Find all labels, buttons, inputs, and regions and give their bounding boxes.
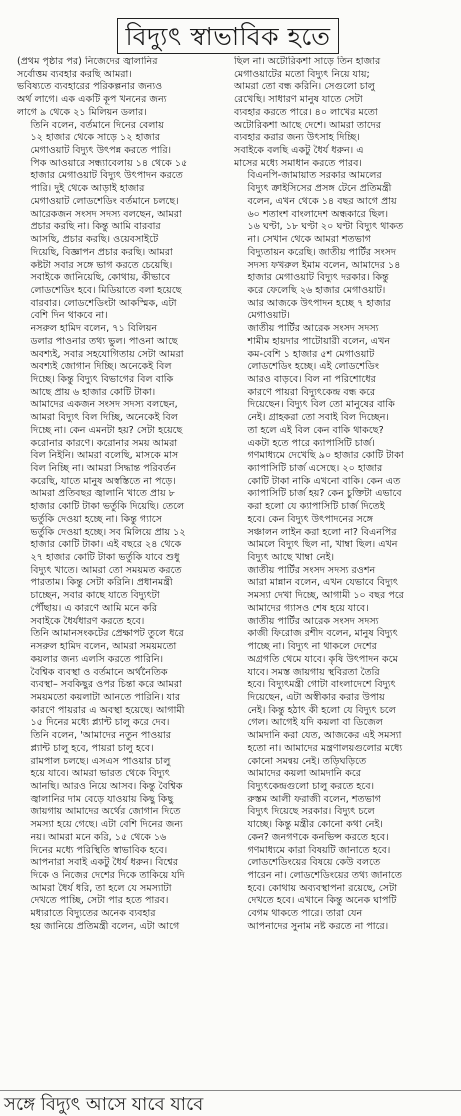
text-line: সঞ্চালন লাইন করা হলো না? বিএনপির [247,526,397,538]
text-line: রুস্তম আলী ফরাজী বলেন, শতভাগ [247,793,381,805]
text-line: কেন? জনগণকে কনভিন্স করতে হবে। [247,831,389,843]
text-line: হয় জানিয়ে প্রতিমন্ত্রী বলেন, এটা আগে [30,920,180,932]
text-line: জ্বালানির দাম বেড়ে যাওয়ায় কিছু কিছু [30,793,174,805]
text-line: আমাদের গ্যাসও শেষ হয়ে যাবে। [247,602,369,614]
text-line: আরও বাড়বে। বিল না পরিশোধের [247,373,376,385]
paragraph [17,56,239,120]
text-line: লাগে ৯ থেকে ২১ মিলিয়ন ডলার। [17,106,147,118]
text-line: মাসের মধ্যে সমাধান করতে পারব। [234,157,362,169]
text-line: আমলে বিদ্যুৎ ছিল না, খাম্বা ছিল। এখন [247,539,398,551]
text-line: কষ্টটা সবার সঙ্গে ভাগ করতে চেয়েছি। [30,259,173,271]
text-line: সমস্যা দেখা দিচ্ছে, আগামী ১০ বছর পরে [247,590,404,602]
text-line: তা হলে এই বিল কেন বাকি থাকছে? [247,424,384,436]
text-line: করে ফেলেছি ২৬ হাজার মেগাওয়াট। [247,284,386,296]
text-line: শামীম হায়দার পাটোয়ারী বলেন, এখন [247,335,391,347]
text-line: বিদ্যুৎ আছে খাম্বা নেই। [247,552,335,564]
text-line: নসরুল হামিদ বলেন, আমরা সময়মতো [30,641,177,653]
text-line: নয়। আমরা মনে করি, ১৫ থেকে ১৬ [30,831,167,843]
paragraph [234,794,456,934]
text-line: ১৬ ঘণ্টা, ১৮ ঘণ্টা ২০ ঘণ্টা বিদ্যুৎ থাকত [247,221,404,233]
text-line: আমদানি করা যেত, আজকের এই সমস্যা [247,730,402,742]
text-line: ২৭ হাজার কোটি টাকা ভর্তুকি যাবে শুধু [30,552,180,564]
text-line: আনছি। আরও নিয়ে আসব। কিন্তু বৈশ্বিক [30,780,183,792]
text-line: মেগাওয়াট। [247,310,290,322]
text-line: পারি। দুই থেকে আড়াই হাজার [30,183,145,195]
text-line: আরা মান্নান বলেন, এখন যেভাবে বিদ্যুৎ [247,577,399,589]
text-line: সবাইকে বলছি একটু ধৈর্য ধরুন। এ [234,145,364,157]
text-line: পারতাম। কিন্তু সেটা করিনি। প্রধানমন্ত্রী [30,577,173,589]
text-line: বিদ্যুতায়ন করেছি। জাতীয় পার্টির সংসদ [247,246,397,258]
text-line: বারবার। লোডশেডিংটা আকস্মিক, এটা [30,297,177,309]
text-line: ব্যবস্থা– সবকিছুর ওপর চিন্তা করে আমরা [30,679,182,691]
text-line: ছিল না। অটোরিকশা সাড়ে তিন হাজার [234,56,381,67]
text-line: ভর্তুকি দেওয়া হচ্ছে না। কিন্তু গ্যাসে [30,513,162,525]
text-line: হয়ে যাবে। আমরা ভারত থেকে বিদ্যুৎ [30,768,170,780]
text-line: মেগাওয়াট বিদ্যুৎ উৎপন্ন করতে পারি। [30,145,172,157]
text-line: মধ্যরাতে বিদ্যুতের অনেক ব্যবহার [30,908,156,920]
text-line: লোডশেডিং হবে। মিডিয়াতে বলা হয়েছে [30,284,182,296]
text-line: সময়মতো কয়লাটা আনতে পারিনি। যার [30,691,181,703]
text-line: কোনো সমন্বয় নেই। তড়িঘড়িতে [247,755,367,767]
text-line: আমরা ধৈর্য ধরি, তা হলে যে সমস্যাটা [30,882,172,894]
text-line: বৈশ্বিক ব্যবস্থা ও বর্তমানে অর্থনৈতিক [30,666,168,678]
text-line: প্ল্যান্ট চালু হবে, পায়রা চালু হবে। [30,742,154,754]
text-line: তিনি আমানসংকটের প্রেক্ষাপট তুলে ধরে [30,628,184,640]
text-line: সবাইকে জানিয়েছি, কোথায়, কীভাবে [30,272,171,284]
text-line: হতো না। আমাদের মন্ত্রণালয়গুলোর মধ্যে [247,742,403,754]
text-line: দিকে ও নিজের দেশের দিকে তাকিয়ে যদি [30,870,185,881]
text-line: রেখেছি। সাধারণ মানুষ যাতে সেটা [234,94,363,106]
text-line: আসছি, প্রচার করছি। ওয়েবসাইটে [30,234,159,246]
article-column-left [17,56,239,1072]
text-line: নেই। গ্রাহকরা তো সবাই বিল দিচ্ছেন। [247,412,389,424]
paragraph [17,628,239,730]
text-line: দিয়েছি, বিজ্ঞাপন প্রচার করছি। আমরা [30,246,173,258]
text-line: সবাইকে ধৈর্যধারণ করতে হবে। [30,615,145,627]
text-line: বেশি দিন থাকবে না। [30,310,108,322]
text-line: হবে। কেন বিদ্যুৎ উৎপাদনের সঙ্গে [247,513,374,525]
text-line: হাজার মেগাওয়াট বিদ্যুৎ উৎপাদন করতে [30,170,183,182]
text-line: সমস্যা হয়ে গেছে। এটা বেশি দিনের জন্য [30,819,183,831]
text-line: আমরা তো বন্ধ করিনি। সেগুলো চালু [234,81,375,93]
text-line: দেখতে পাচ্ছি, সেটা পার হতে পারব। [30,895,169,907]
text-line: বিদ্যুৎ খাতে। আমরা তো সময়মত করতে [30,564,182,576]
text-line: যাবে। সমস্ত জায়গায় স্থবিরতা তৈরি [247,666,380,678]
text-line: লোডশেডিং হচ্ছে। এই লোডশেডিং [247,361,379,373]
text-line: দিচ্ছে না। কেন এমনটা হয়? সেটা হয়েছে [30,424,183,436]
text-line: আপনাদের সুনাম নষ্ট করতে না পারে। [247,920,389,932]
text-line: আমরা বিদ্যুৎ বিল দিচ্ছি, অনেকেই বিল [30,412,178,424]
text-line: করেছি, যাতে মানুষ অস্বস্তিতে না পড়ে। [30,475,176,487]
text-line: পৌঁছায়। এ কারণে আমি মনে করি [30,602,158,614]
text-line: দিয়েছেন। বিদ্যুৎ বিল তো মানুষের বাকি [247,399,395,411]
text-line: আর আজকে উৎপাদন হচ্ছে ৭ হাজার [247,297,391,309]
text-line: রামপাল চলছে। এসএস পাওয়ার চালু [30,755,171,767]
text-line: বিল নিইনি। আমরা বলেছি, মাসকে মাস [30,450,179,462]
paragraph [17,908,239,933]
text-line: পারেন না। লোডশেডিংয়ের তথ্য জানাতে [247,870,402,881]
text-line: না। সেখান থেকে আমরা শতভাগ [247,234,371,246]
text-line: ১২ হাজার থেকে সাড়ে ১২ হাজার [30,132,161,144]
text-line: (প্রথম পৃষ্ঠার পর) নিজেদের জ্বালানির [17,56,158,67]
text-line: তিনি বলেন, 'আমাদের নতুন পাওয়ার [30,730,171,742]
text-line: আমাদের কয়লা আমদানি করে [247,768,362,780]
text-line: বিদ্যুৎকেন্দ্রগুলো চালু করতে হবে। [247,780,375,792]
text-line: হাজার কোটি টাকা ভর্তুকি দিয়েছি। তেলে [30,501,185,513]
text-line: বিএনপি-জামায়াত সরকার আমলের [247,170,382,182]
text-line: অর্থ লাগে। এক একটি কূপ খননের জন্য [17,94,167,106]
text-line: ৬০ শতাংশ বাংলাদেশ অন্ধকারে ছিল। [247,208,388,220]
text-line: সদস্য ফখরুল ইমাম বলেন, আমাদের ১৪ [247,259,401,271]
text-line: নেই। কিন্তু হঠাৎ কী হলো যে বিদ্যুৎ চলে [247,704,396,716]
text-line: করা হলো যে ক্যাপাসিটি চার্জ দিতেই [247,501,385,513]
text-line: ভবিষ্যতে ব্যবহারের পরিকল্পনার জন্যও [17,81,163,93]
text-line: কাজী ফিরোজ রশীদ বলেন, মানুষ বিদ্যুৎ [247,628,398,640]
text-line: নসরুল হামিদ বলেন, ৭১ বিলিয়ন [30,323,158,335]
text-line: বলেন, এখন থেকে ১৪ বছর আগে প্রায় [247,195,397,207]
next-article-headline-cropped: সঙ্গে বিদ্যুৎ আসে যাবে যাবে [0,1090,461,1116]
text-line: আমাদের একজন সংসদ সদস্য বলছেন, [30,399,178,411]
text-line: ১৫ দিনের মধ্যে প্ল্যান্ট চালু করে দেব। [30,717,170,729]
text-line: আমরা প্রতিবছর জ্বালানি খাতে প্রায় ৮ [30,488,175,500]
text-line: ভর্তুকি দেওয়া হচ্ছে। সব মিলিয়ে প্রায় ১২ [30,526,186,538]
text-line: পিক আওয়ারে সন্ধ্যাবেলায় ১৪ থেকে ১৫ [30,157,188,169]
text-line: অগ্রগতি থেমে যাবে। কৃষি উৎপাদন কমে [247,653,398,665]
paragraph [234,565,456,616]
text-line: জাতীয় পার্টির সংসদ সদস্য রওশন [247,564,376,576]
text-line: ব্যবহার করতে পারে। ৪০ লাখের মতো [234,106,378,118]
text-line: হাজার কোটি টাকা। এই বছরে ২৪ থেকে [30,539,182,551]
text-line: পাচ্ছে না। বিদ্যুৎ না থাকলে দেশের [247,641,377,653]
text-line: গেল। আগেই যদি কয়লা বা ডিজেল [247,717,383,729]
text-line: ব্যবহার করার জন্য উৎসাহ দিচ্ছি। [234,132,360,144]
text-line: কারণে পায়রার এ অবস্থা হয়েছে। আগামী [30,704,185,716]
text-line: মেগাওয়াট লোডশেডিং বর্তমানে চলছে। [30,195,179,207]
article-column-right [234,56,456,1072]
text-line: কম-বেশি ১ হাজার ৫শ মেগাওয়াট [247,348,375,360]
text-line: বিদ্যুৎ ক্রাইসিসের প্রসঙ্গ টেনে প্রতিমন্ত্রী [247,183,392,195]
text-line: আপনারা সবাই একটু ধৈর্য ধরুন। বিশ্বের [30,857,179,869]
text-line: তিনি বলেন, বর্তমানে দিনের বেলায় [30,119,164,131]
text-line: কোটি টাকা নাকি এখনো বাকি। কেন এত [247,475,401,487]
text-line: যাচ্ছে। কিন্তু মন্ত্রীর কোনো কথা নেই। [247,819,383,831]
text-line: ক্যাপাসিটি চার্জ এসেছে। ২০ হাজার [247,463,383,474]
text-line: গণমাধ্যমে কারা বিষয়টি জানাতে হবে। [247,844,391,856]
text-line: বেগম থাকতে পারে। তারা যেন [247,908,363,920]
text-line: বিদ্যুৎ দিয়েছে সরকার। বিদ্যুৎ চলে [247,806,375,818]
text-line: একটা হতে পারে ক্যাপাসিটি চার্জ। [247,437,375,449]
text-line: দিনের মধ্যে পরিস্থিতি স্বাভাবিক হবে। [30,844,168,856]
text-line: দিচ্ছে। কিন্তু বিদ্যুৎ বিভাগের বিল বাকি [30,373,174,385]
text-line: ক্যাপাসিটি চার্জ হয়? কেন চুক্তিটা এভাবে [247,488,402,500]
paragraph [17,323,239,628]
text-line: অবশ্যই জোগান দিচ্ছি। অনেকেই বিল [30,361,172,373]
text-line: আরেকজন সংসদ সদস্য বলছেন, আমরা [30,208,182,220]
paragraph [17,730,239,908]
text-line: জাতীয় পার্টির আরেক সংসদ সদস্য [247,323,379,335]
text-line: হবে। কোথায় অব্যবস্থাপনা রয়েছে, সেটা [247,882,397,894]
text-line: জায়গায় আমাদের অর্থের জোগান দিতে [30,806,181,818]
text-line: অটোরিকশা আছে দেশে। আমরা তাদের [234,119,382,131]
paragraph [234,323,456,565]
text-line: দেখতে হবে। এখানে কিন্তু অনেক ঘাপটি [247,895,397,907]
text-line: হবে। বিদ্যুৎমন্ত্রী গোটা বাংলাদেশে বিদ্যুৎ [247,679,396,691]
text-line: হাজার মেগাওয়াট বিদ্যুৎ দরকার। কিন্তু [247,272,389,284]
text-line: গণমাধ্যমে দেখেছি ৯০ হাজার কোটি টাকা [247,450,404,462]
text-line: জাতীয় পার্টির আরেক সংসদ সদস্য [247,615,379,627]
text-line: কয়লার জন্য এলসি করতে পারিনি। [30,653,164,665]
text-line: চাচ্ছেন, সবার কাছে যাতে বিদ্যুৎটা [30,590,160,602]
text-line: ডলার পাওনার তথ্য ভুল। পাওনা আছে [30,335,178,347]
paragraph [234,170,456,323]
text-line: কারণে পায়রা বিদ্যুৎকেন্দ্র বন্ধ করে [247,386,376,398]
text-line: করোনার কারণে। করোনার সময় আমরা [30,437,178,449]
headline: বিদ্যুৎ স্বাভাবিক হতে [117,18,339,54]
text-line: আছে প্রায় ৬ হাজার কোটি টাকা। [30,386,156,398]
paragraph [17,120,239,324]
text-line: সর্বোত্তম ব্যবহার করছি আমরা। [17,68,132,80]
text-line: দিয়েছেন, এটা অস্বীকার করার উপায় [247,691,385,703]
paragraph [234,616,456,794]
paragraph [234,56,456,170]
text-line: প্রচার করছি না। কিন্তু আমি বারবার [30,221,161,233]
text-line: লোডশেডিংয়ের বিষয়ে কেউ বলতে [247,857,381,869]
text-line: বিল নিচ্ছি না। আমরা সিদ্ধান্ত পরিবর্তন [30,463,177,474]
text-line: অবশ্যই, সবার সহযোগিতায় সেটা আমরা [30,348,184,360]
text-line: মেগাওয়াটের মতো বিদ্যুৎ নিয়ে যায়; [234,68,370,80]
